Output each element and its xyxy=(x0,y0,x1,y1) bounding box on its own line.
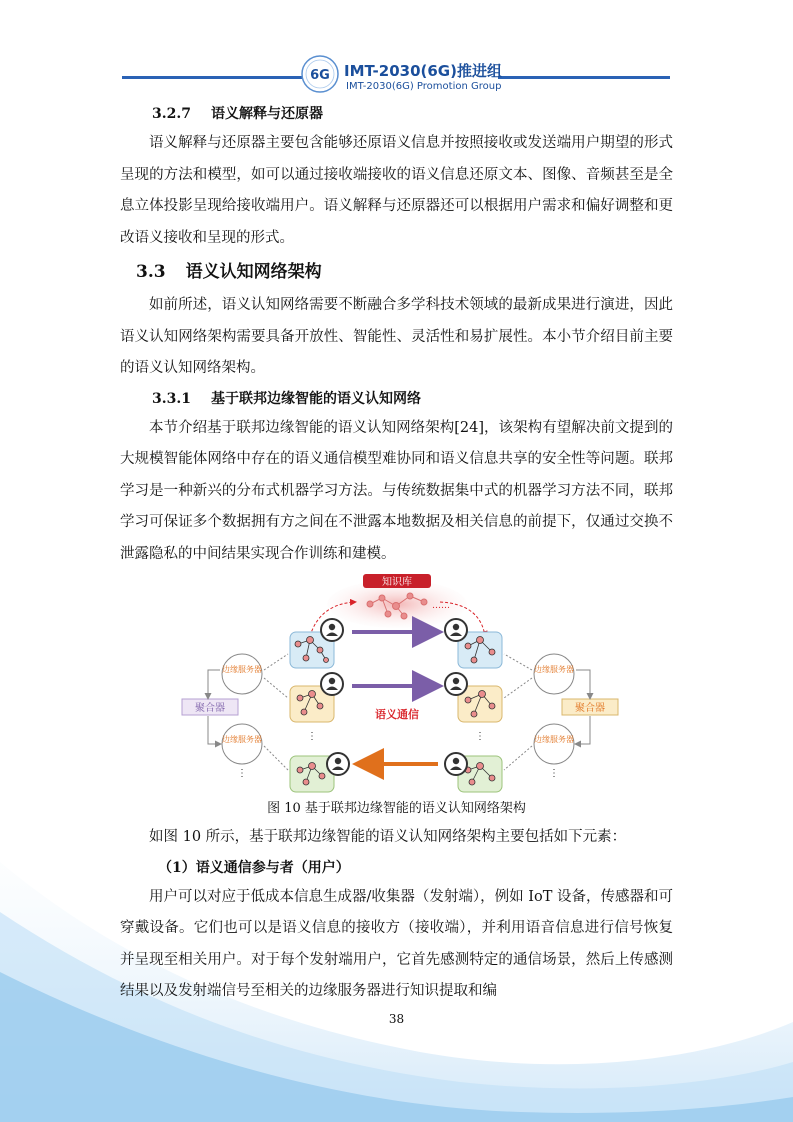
right-dots: ⋮ xyxy=(475,731,485,742)
figure-10 xyxy=(120,574,673,796)
right-edge-server-bottom xyxy=(534,724,574,764)
knowledge-base-ellipsis: …… xyxy=(432,601,450,611)
left-dots: ⋮ xyxy=(307,731,317,742)
right-user-blue xyxy=(445,619,502,668)
right-server-dots: ⋮ xyxy=(549,768,559,779)
edge-server-label: 边缘服务器 xyxy=(534,665,574,674)
brand-subtitle: IMT-2030(6G) Promotion Group xyxy=(346,81,502,92)
architecture-diagram xyxy=(120,574,673,796)
section-heading-3-3: 3.3 语义认知网络架构 xyxy=(136,262,322,282)
edge-server-label: 边缘服务器 xyxy=(534,735,574,744)
left-aggregator-label: 聚合器 xyxy=(195,703,225,714)
header-line-left xyxy=(122,76,302,79)
right-user-green xyxy=(445,753,502,792)
semantic-comm-label: 语义通信 xyxy=(375,708,419,721)
header-line-right xyxy=(498,76,670,79)
paragraph: 用户可以对应于低成本信息生成器/收集器（发射端），例如 IoT 设备，传感器和可穿戴设备。它们也可以是语义信息的接收方（接收端），并利用语音信息进行信号恢复并呈现至相关用户。对于每个发射端用户，它首先感测特定的通信场景，然后上传感测结果以及发射端信号至相关的边缘服务器进行知识提取和编 xyxy=(120,888,673,999)
logo-text: 6G xyxy=(310,68,330,83)
item-heading-1: （1）语义通信参与者（用户） xyxy=(158,859,350,876)
paragraph: 如图 10 所示，基于联邦边缘智能的语义认知网络架构主要包括如下元素： xyxy=(149,829,627,845)
page-number: 38 xyxy=(388,1012,405,1026)
left-user-yellow xyxy=(290,673,343,722)
paragraph: 如前所述，语义认知网络需要不断融合多学科技术领域的最新成果进行演进，因此语义认知网络架构需要具备开放性、智能性、灵活性和易扩展性。本小节介绍目前主要的语义认知网络架构。 xyxy=(120,297,673,376)
paragraph: 语义解释与还原器主要包含能够还原语义信息并按照接收或发送端用户期望的形式呈现的方法和模型，如可以通过接收端接收的语义信息还原文本、图像、音频甚至是全息立体投影呈现给接收端用户。语义解释与还原器还可以根据用户需求和偏好调整和更改语义接收和呈现的形式。 xyxy=(120,135,673,246)
section-heading-3-3-1: 3.3.1 基于联邦边缘智能的语义认知网络 xyxy=(152,390,421,407)
left-user-green xyxy=(290,753,349,792)
right-aggregator-label: 聚合器 xyxy=(575,703,605,714)
section-heading-3-2-7: 3.2.7 语义解释与还原器 xyxy=(152,106,323,122)
left-user-blue xyxy=(290,619,343,668)
edge-server-label: 边缘服务器 xyxy=(222,665,262,674)
page-content xyxy=(120,100,673,1008)
imt-2030-logo-icon xyxy=(300,54,340,94)
left-edge-server-bottom xyxy=(222,724,262,764)
left-edge-server-top xyxy=(222,654,262,694)
edge-server-label: 边缘服务器 xyxy=(222,735,262,744)
figure-caption: 图 10 基于联邦边缘智能的语义认知网络架构 xyxy=(267,801,526,816)
paragraph: 本节介绍基于联邦边缘智能的语义认知网络架构[24]，该架构有望解决前文提到的大规模智能体网络中存在的语义通信模型难协同和语义信息共享的安全性等问题。联邦学习是一种新兴的分布式机器学习方法。与传统数据集中式的机器学习方法不同，联邦学习可保证多个数据拥有方之间在不泄露本地数据及相关信息的前提下，仅通过交换不泄露隐私的中间结果实现合作训练和建模。 xyxy=(120,419,673,562)
brand-title: IMT-2030(6G)推进组 xyxy=(344,62,502,80)
left-server-dots: ⋮ xyxy=(237,768,247,779)
right-edge-server-top xyxy=(534,654,574,694)
right-user-yellow xyxy=(445,673,502,722)
knowledge-base-label: 知识库 xyxy=(382,577,412,588)
